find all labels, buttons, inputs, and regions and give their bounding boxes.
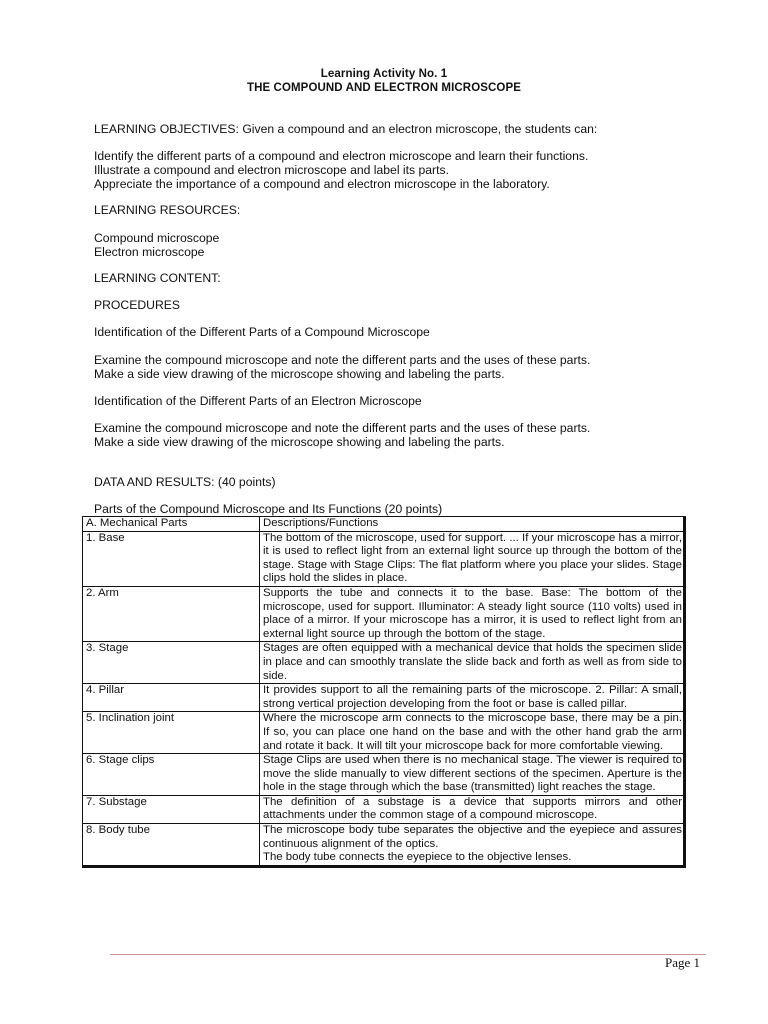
page-title: THE COMPOUND AND ELECTRON MICROSCOPE — [246, 82, 522, 94]
table-row — [83, 586, 685, 641]
table-row — [83, 684, 685, 712]
objectives-intro: LEARNING OBJECTIVES: Given a compound and an electron microscope, the students can: — [94, 122, 598, 136]
procedure-2-title: Identification of the Different Parts of an Electron Microscope — [94, 394, 422, 408]
part-description: Where the microscope arm connects to the microscope base, there may be a pin. If so, you can place one hand on the base and with the other hand grab the arm and rotate it back. It will tilt your microscope back for more comfortable viewing. — [260, 712, 685, 754]
part-name: 4. Pillar — [83, 684, 260, 712]
objective-item: Illustrate a compound and electron microscope and label its parts. — [94, 163, 449, 177]
part-name: 5. Inclination joint — [83, 712, 260, 754]
part-name: 7. Substage — [83, 795, 260, 823]
procedure-1-line: Make a side view drawing of the microscope showing and labeling the parts. — [94, 367, 505, 381]
column-header: A. Mechanical Parts — [83, 517, 260, 532]
page-number: Page 1 — [664, 955, 700, 970]
part-description: The definition of a substage is a device that supports mirrors and other attachments under the common stage of a compound microscope. — [260, 795, 685, 823]
table-caption: Parts of the Compound Microscope and Its Functions (20 points) — [94, 502, 443, 516]
table-row — [83, 824, 685, 867]
description-text: The body tube connects the eyepiece to the objective lenses. — [263, 851, 572, 864]
objective-item: Appreciate the importance of a compound and electron microscope in the laboratory. — [94, 177, 550, 191]
table-row — [83, 754, 685, 796]
footer-divider — [110, 954, 706, 955]
resource-item: Electron microscope — [94, 245, 205, 259]
resource-item: Compound microscope — [94, 231, 220, 245]
part-name: 8. Body tube — [83, 824, 260, 867]
part-description: Stages are often equipped with a mechanical device that holds the specimen slide in place and can smoothly translate the slide back and forth as well as from side to side. — [260, 642, 685, 684]
objective-item: Identify the different parts of a compound and electron microscope and learn their functions. — [94, 149, 589, 163]
table-header-row — [83, 517, 685, 532]
content-heading: LEARNING CONTENT: — [94, 271, 221, 285]
table-row — [83, 795, 685, 823]
part-name: 2. Arm — [83, 586, 260, 641]
description-text: The microscope body tube separates the objective and the eyepiece and assures continuous alignment of the optics. — [263, 824, 682, 850]
procedure-2-line: Examine the compound microscope and note the different parts and the uses of these parts. — [94, 421, 591, 435]
procedure-2-line: Make a side view drawing of the microscope showing and labeling the parts. — [94, 435, 505, 449]
part-description: Stage Clips are used when there is no mechanical stage. The viewer is required to move the slide manually to view different sections of the specimen. Aperture is the hole in the stage through which the base (transmitted) light reaches the stage. — [260, 754, 685, 796]
part-description: The bottom of the microscope, used for support. ... If your microscope has a mirror, it is used to reflect light from an external light source up through the bottom of the stage. Stage with Stage Clips: The flat platform where you place your slides. Stage clips hold the slides in place. — [260, 531, 685, 586]
part-description: It provides support to all the remaining parts of the microscope. 2. Pillar: A small, strong vertical projection developing from the foot or base is called pillar. — [260, 684, 685, 712]
part-name: 1. Base — [83, 531, 260, 586]
procedure-1-title: Identification of the Different Parts of a Compound Microscope — [94, 325, 430, 339]
part-description: Supports the tube and connects it to the base. Base: The bottom of the microscope, used for support. Illuminator: A steady light source (110 volts) used in place of a mirror. If your microscope has a mirror, it is used to reflect light from an external light source up through the bottom of the stage. — [260, 586, 685, 641]
procedure-1-line: Examine the compound microscope and note the different parts and the uses of these parts. — [94, 353, 591, 367]
activity-number: Learning Activity No. 1 — [320, 68, 448, 80]
column-header: Descriptions/Functions — [260, 517, 685, 532]
table-row — [83, 712, 685, 754]
procedures-heading: PROCEDURES — [94, 298, 181, 312]
table-row — [83, 642, 685, 684]
part-description — [260, 824, 685, 867]
parts-table — [82, 516, 686, 868]
part-name: 3. Stage — [83, 642, 260, 684]
part-name: 6. Stage clips — [83, 754, 260, 796]
resources-heading: LEARNING RESOURCES: — [94, 203, 241, 217]
data-results-heading: DATA AND RESULTS: (40 points) — [94, 475, 276, 489]
table-row — [83, 531, 685, 586]
